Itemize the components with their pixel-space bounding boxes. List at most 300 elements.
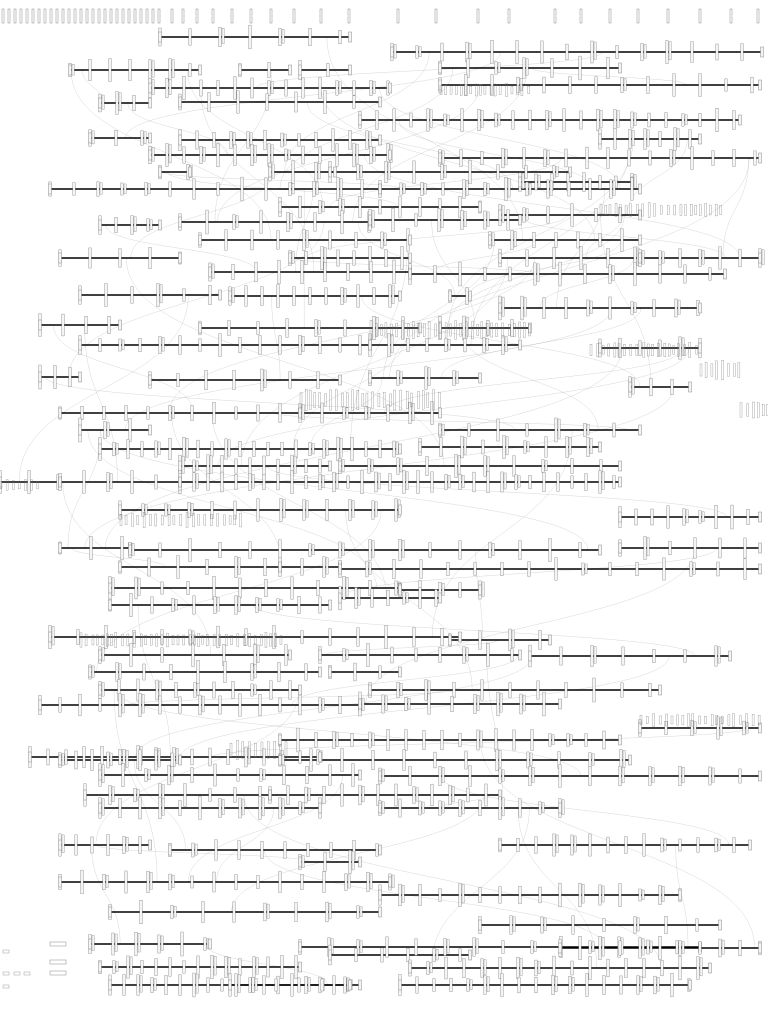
label-glyph xyxy=(269,634,271,646)
node-marker xyxy=(647,940,649,954)
label-glyph xyxy=(647,344,649,356)
node-marker xyxy=(343,576,345,600)
node-marker xyxy=(119,93,121,111)
node-marker xyxy=(636,562,638,576)
node-marker xyxy=(322,699,324,711)
label-glyph xyxy=(213,634,215,645)
node-marker xyxy=(533,232,535,247)
corner-mark-4 xyxy=(14,972,20,975)
node-marker xyxy=(719,247,721,269)
node-marker xyxy=(410,113,412,127)
node-marker xyxy=(235,407,237,419)
edge-start-node xyxy=(199,323,202,333)
node-marker xyxy=(245,286,247,307)
node-marker xyxy=(419,588,421,609)
label-glyph xyxy=(523,322,525,337)
node-marker xyxy=(384,233,386,246)
node-marker xyxy=(407,948,409,961)
node-marker xyxy=(202,696,204,712)
edge-end-node xyxy=(219,290,222,300)
edge-end-node xyxy=(519,215,522,225)
node-marker xyxy=(391,334,393,352)
label-glyph xyxy=(132,514,134,527)
node-marker xyxy=(399,799,401,817)
node-marker xyxy=(639,938,641,958)
edge-start-node xyxy=(89,133,92,143)
node-marker xyxy=(119,749,121,765)
node-marker xyxy=(423,730,425,749)
edge-start-node xyxy=(629,382,632,392)
node-marker xyxy=(169,405,171,420)
node-marker xyxy=(145,183,147,196)
label-glyph xyxy=(646,716,648,724)
node-marker xyxy=(521,296,523,320)
node-marker xyxy=(502,205,504,222)
label-glyph xyxy=(695,205,697,214)
node-marker xyxy=(586,973,588,996)
node-marker xyxy=(517,957,519,979)
node-marker xyxy=(686,510,688,523)
node-marker xyxy=(452,786,454,802)
node-marker xyxy=(473,938,475,957)
node-marker xyxy=(299,335,301,354)
node-marker xyxy=(233,133,235,147)
node-marker xyxy=(512,630,514,648)
node-marker xyxy=(292,251,294,263)
node-marker xyxy=(329,903,331,919)
node-marker xyxy=(321,403,323,423)
node-marker xyxy=(81,406,83,419)
node-marker xyxy=(484,960,486,975)
node-marker xyxy=(463,180,465,199)
node-marker xyxy=(90,536,92,559)
node-marker xyxy=(360,941,362,953)
node-marker xyxy=(585,734,587,747)
node-marker xyxy=(458,455,460,474)
label-glyph xyxy=(687,714,689,726)
node-marker xyxy=(637,976,639,994)
node-marker xyxy=(442,151,444,164)
node-marker xyxy=(463,647,465,664)
node-marker xyxy=(659,131,661,146)
node-marker xyxy=(589,834,591,856)
node-marker xyxy=(409,767,411,786)
node-marker xyxy=(502,336,504,355)
node-marker xyxy=(319,474,321,490)
edge-end-node xyxy=(599,545,602,555)
node-marker xyxy=(264,903,266,921)
node-marker xyxy=(497,692,499,716)
connector-line xyxy=(114,690,157,882)
node-marker xyxy=(312,443,314,454)
edge-start-node xyxy=(359,115,362,125)
node-marker xyxy=(582,884,584,903)
label-glyph xyxy=(267,742,269,758)
node-marker xyxy=(213,132,215,147)
node-marker xyxy=(362,698,364,711)
edge-end-node xyxy=(659,685,662,695)
node-marker xyxy=(259,598,261,610)
node-marker xyxy=(349,499,351,520)
node-marker xyxy=(191,876,193,888)
edge-start-node xyxy=(59,840,62,850)
node-marker xyxy=(587,300,589,316)
node-marker xyxy=(160,285,162,303)
node-marker xyxy=(405,697,407,711)
node-marker xyxy=(122,340,124,350)
node-marker xyxy=(522,174,524,189)
node-marker xyxy=(116,92,118,115)
edge-start-node xyxy=(339,461,342,471)
node-marker xyxy=(440,437,442,456)
node-marker xyxy=(213,872,215,892)
node-marker xyxy=(309,28,311,46)
node-marker xyxy=(158,442,160,455)
node-marker xyxy=(504,473,506,489)
node-marker xyxy=(620,976,622,994)
node-marker xyxy=(102,95,104,109)
node-marker xyxy=(249,978,251,993)
node-marker xyxy=(502,797,504,815)
node-marker xyxy=(228,440,230,456)
edge-start-node xyxy=(329,950,332,960)
edge-start-node xyxy=(499,253,502,263)
node-marker xyxy=(370,261,372,283)
node-marker xyxy=(175,682,177,697)
edge-start-node xyxy=(129,545,132,555)
node-marker xyxy=(420,560,422,579)
node-marker xyxy=(65,750,67,764)
edge-start-node xyxy=(209,267,212,277)
edge-start-node xyxy=(399,980,402,990)
node-marker xyxy=(155,475,157,489)
node-marker xyxy=(324,853,326,872)
node-marker xyxy=(140,976,142,992)
node-marker xyxy=(245,629,247,646)
connector-line xyxy=(321,88,595,240)
node-marker xyxy=(318,163,320,179)
node-marker xyxy=(209,285,211,304)
node-marker xyxy=(484,211,486,229)
edge-end-node xyxy=(329,600,332,610)
connector-line xyxy=(346,510,473,690)
edge-end-node xyxy=(479,585,482,595)
node-marker xyxy=(158,935,160,953)
node-marker xyxy=(323,557,325,577)
top-marker xyxy=(182,9,184,23)
node-marker xyxy=(228,320,230,335)
node-marker xyxy=(215,840,217,861)
node-marker xyxy=(353,96,355,109)
node-marker xyxy=(126,750,128,767)
edge-start-node xyxy=(279,202,282,212)
node-marker xyxy=(469,43,471,59)
node-marker xyxy=(192,631,194,642)
label-glyph xyxy=(605,205,607,215)
edge-start-node xyxy=(299,857,302,867)
node-marker xyxy=(607,837,609,853)
label-glyph xyxy=(625,206,627,215)
edge-end-node xyxy=(189,167,192,177)
node-marker xyxy=(285,80,287,96)
node-marker xyxy=(104,421,106,438)
node-marker xyxy=(409,402,411,423)
node-marker xyxy=(463,316,465,340)
edge-start-node xyxy=(489,235,492,245)
node-marker xyxy=(513,730,515,750)
node-marker xyxy=(102,648,104,661)
edge-start-node xyxy=(439,63,442,73)
node-marker xyxy=(441,628,443,645)
top-marker xyxy=(128,9,130,23)
node-marker xyxy=(445,474,447,489)
node-marker xyxy=(719,939,721,957)
node-marker xyxy=(387,729,389,750)
node-marker xyxy=(161,582,163,594)
node-marker xyxy=(293,287,295,306)
node-marker xyxy=(531,729,533,750)
node-marker xyxy=(170,664,172,679)
node-marker xyxy=(191,749,193,765)
edge-start-node xyxy=(99,220,102,230)
connector-line xyxy=(116,690,581,776)
node-marker xyxy=(279,872,281,893)
node-marker xyxy=(612,266,614,281)
node-marker xyxy=(225,439,227,459)
edge-end-node xyxy=(761,47,764,57)
node-marker xyxy=(628,150,630,166)
node-marker xyxy=(339,696,341,714)
node-marker xyxy=(442,767,444,782)
node-marker xyxy=(569,437,571,454)
edge-start-node xyxy=(279,562,282,572)
node-marker xyxy=(323,786,325,804)
node-marker xyxy=(325,288,327,305)
node-marker xyxy=(239,694,241,716)
node-marker xyxy=(590,301,592,314)
top-marker xyxy=(477,9,479,23)
node-marker xyxy=(386,937,388,957)
edge-end-node xyxy=(199,65,202,75)
node-marker xyxy=(357,906,359,919)
node-marker xyxy=(685,115,687,125)
edge-start-node xyxy=(169,845,172,855)
node-marker xyxy=(285,645,287,666)
label-glyph xyxy=(762,404,764,415)
edge-end-node xyxy=(389,150,392,160)
connector-line xyxy=(358,222,455,296)
node-marker xyxy=(700,958,702,976)
node-marker xyxy=(349,850,351,873)
node-marker xyxy=(132,543,134,555)
edge-end-node xyxy=(469,950,472,960)
label-glyph xyxy=(674,205,676,215)
node-marker xyxy=(715,505,717,528)
connector-line xyxy=(432,430,572,637)
node-marker xyxy=(478,109,480,131)
node-marker xyxy=(279,336,281,354)
node-marker xyxy=(415,214,417,227)
node-marker xyxy=(644,536,646,559)
edge-end-node xyxy=(619,477,622,487)
edge-start-node xyxy=(109,907,112,917)
node-marker xyxy=(359,196,361,217)
node-marker xyxy=(196,974,198,993)
node-marker xyxy=(133,95,135,110)
node-marker xyxy=(139,797,141,819)
node-marker xyxy=(739,769,741,783)
node-marker xyxy=(579,56,581,80)
node-marker xyxy=(217,597,219,611)
node-marker xyxy=(148,558,150,576)
node-marker xyxy=(526,59,528,76)
edge-start-node xyxy=(149,83,152,93)
node-marker xyxy=(532,767,534,782)
label-glyph xyxy=(668,344,670,356)
node-marker xyxy=(499,750,501,767)
label-glyph xyxy=(733,714,735,727)
node-marker xyxy=(395,784,397,806)
edge-start-node xyxy=(499,303,502,313)
node-marker xyxy=(284,842,286,859)
node-marker xyxy=(505,337,507,352)
label-glyph xyxy=(305,389,307,411)
node-marker xyxy=(405,730,407,751)
edge-end-node xyxy=(379,97,382,107)
node-marker xyxy=(289,681,291,700)
node-marker xyxy=(639,341,641,356)
node-marker xyxy=(252,977,254,993)
label-glyph xyxy=(445,323,447,337)
node-marker xyxy=(539,630,541,649)
edge-end-node xyxy=(479,373,482,383)
label-glyph xyxy=(499,86,501,95)
label-glyph xyxy=(412,322,414,339)
label-glyph xyxy=(229,516,231,525)
edge-start-node xyxy=(279,755,282,765)
top-marker xyxy=(104,9,106,23)
node-marker xyxy=(720,718,722,736)
node-marker xyxy=(394,45,396,59)
node-marker xyxy=(413,161,415,183)
label-glyph xyxy=(137,515,139,524)
node-marker xyxy=(733,149,735,166)
node-marker xyxy=(422,802,424,813)
edge-start-node xyxy=(379,890,382,900)
node-marker xyxy=(321,979,323,991)
edge-end-node xyxy=(389,877,392,887)
node-marker xyxy=(694,721,696,733)
label-glyph xyxy=(660,206,662,215)
connector-line xyxy=(326,640,499,655)
node-marker xyxy=(442,183,444,195)
top-marker xyxy=(50,9,52,23)
node-marker xyxy=(545,437,547,458)
edge-start-node xyxy=(229,980,232,990)
node-marker xyxy=(542,460,544,473)
node-marker xyxy=(642,939,644,955)
node-marker xyxy=(401,246,403,269)
node-marker xyxy=(725,79,727,91)
label-glyph xyxy=(390,394,392,406)
top-marker xyxy=(26,9,28,23)
node-marker xyxy=(139,750,141,771)
top-marker xyxy=(14,9,16,23)
node-marker xyxy=(622,647,624,665)
node-marker xyxy=(399,539,401,561)
node-marker xyxy=(113,961,115,974)
node-marker xyxy=(257,405,259,421)
top-marker xyxy=(20,9,22,23)
edge-start-node xyxy=(479,920,482,930)
node-marker xyxy=(610,180,612,198)
node-marker xyxy=(667,506,669,528)
top-marker xyxy=(580,9,582,23)
node-marker xyxy=(319,77,321,98)
node-marker xyxy=(256,958,258,975)
connector-line xyxy=(100,430,588,550)
node-marker xyxy=(210,456,212,474)
node-marker xyxy=(659,251,661,266)
edge-start-node xyxy=(269,790,272,800)
node-marker xyxy=(459,262,461,286)
node-marker xyxy=(232,264,234,279)
node-marker xyxy=(169,59,171,81)
edge-start-node xyxy=(89,939,92,949)
node-marker xyxy=(486,338,488,350)
node-marker xyxy=(520,694,522,714)
node-marker xyxy=(543,472,545,492)
edge-end-node xyxy=(439,408,442,418)
node-marker xyxy=(679,956,681,979)
node-marker xyxy=(677,129,679,147)
node-marker xyxy=(113,442,115,456)
node-marker xyxy=(249,25,251,49)
node-marker xyxy=(395,499,397,521)
node-marker xyxy=(235,474,237,489)
node-marker xyxy=(619,941,621,955)
node-marker xyxy=(340,178,342,197)
node-marker xyxy=(279,404,281,423)
node-marker xyxy=(482,582,484,596)
node-marker xyxy=(406,593,408,603)
label-glyph xyxy=(715,361,717,379)
node-marker xyxy=(673,150,675,164)
node-marker xyxy=(447,115,449,125)
node-marker xyxy=(369,732,371,748)
node-marker xyxy=(407,338,409,352)
node-marker xyxy=(429,543,431,558)
label-glyph xyxy=(121,635,123,646)
node-marker xyxy=(154,978,156,990)
label-glyph xyxy=(438,392,440,408)
node-marker xyxy=(171,905,173,918)
node-marker xyxy=(515,475,517,489)
node-marker xyxy=(191,405,193,420)
node-marker xyxy=(754,151,756,165)
node-marker xyxy=(208,92,210,111)
node-marker xyxy=(281,442,283,455)
node-marker xyxy=(194,683,196,698)
node-marker xyxy=(333,731,335,748)
node-marker xyxy=(425,680,427,700)
node-marker xyxy=(621,683,623,697)
node-marker xyxy=(508,178,510,197)
edge-end-node xyxy=(339,375,342,385)
label-glyph xyxy=(653,713,655,726)
node-marker xyxy=(175,599,177,610)
label-glyph xyxy=(127,634,129,646)
